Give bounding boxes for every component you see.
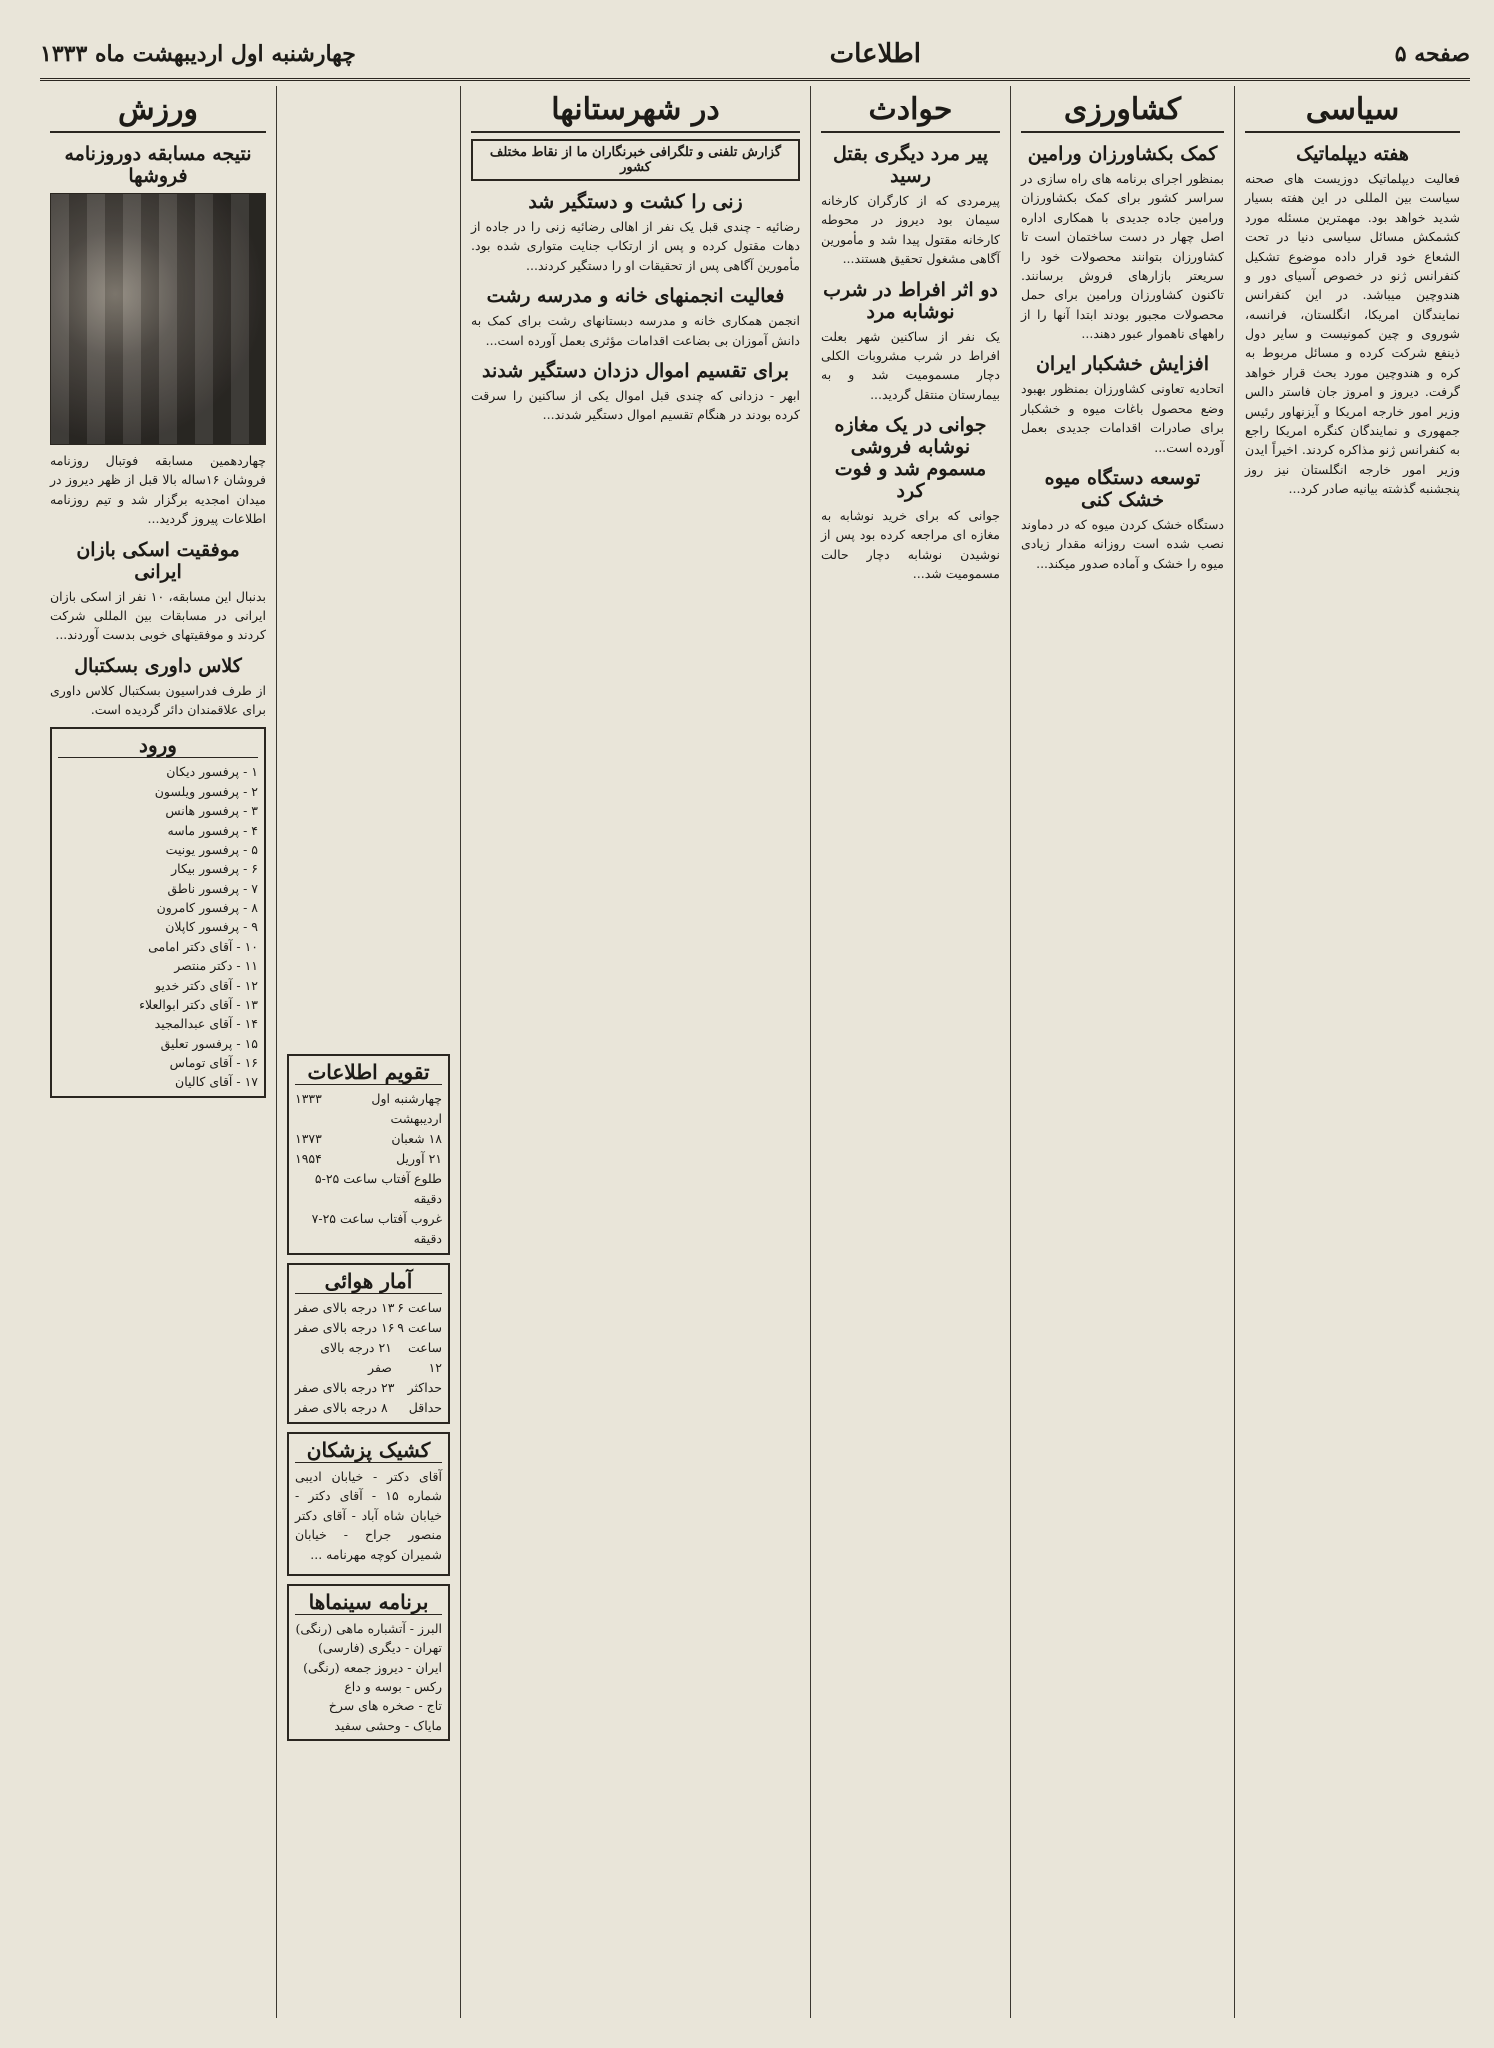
weather-row xyxy=(295,1318,442,1338)
arrival-item: ۲ - پرفسور ویلسون xyxy=(154,783,258,799)
issue-date: چهارشنبه اول اردیبهشت ماه ۱۳۳۳ xyxy=(40,41,356,67)
incidents-column xyxy=(810,86,1010,2018)
calendar-row xyxy=(295,1169,442,1209)
cinema-item: البرز - آتشباره ماهی (رنگی) xyxy=(295,1620,442,1636)
article-headline: فعالیت انجمنهای خانه و مدرسه رشت xyxy=(486,285,785,308)
article-headline: موفقیت اسکی بازان ایرانی xyxy=(76,538,240,583)
agriculture-column xyxy=(1010,86,1234,2018)
article-body: اتحادیه تعاونی کشاورزان بمنظور بهبود وضع محصول باغات میوه و خشکبار برای صادرات اقدامات جدیدی بعمل آورده است... xyxy=(1021,381,1224,455)
article-headline: کلاس داوری بسکتبال xyxy=(74,654,242,677)
article-body: بدنبال این مسابقه، ۱۰ نفر از اسکی بازان ایرانی در مسابقات بین المللی شرکت کردند و موفقیتهای خوبی بدست آوردند... xyxy=(50,588,266,643)
article-body: بمنظور اجرای برنامه های راه سازی در سراسر کشور برای کمک بکشاورزان ورامین جاده جدیدی با همکاری اداره اصل چهار در دست ساختمان است تا کشاورزان بتوانند محصولات خود را سریعتر بازارهای فروش برسانند. تاکنون کشاورزان ورامین برای حمل محصولات مجبور بودند ابتدا آنها را از راههای ناهموار عبور دهند... xyxy=(1021,171,1224,341)
calendar-box xyxy=(287,1054,450,1255)
arrival-item: ۷ - پرفسور ناطق xyxy=(167,880,258,896)
weather-box xyxy=(287,1263,450,1424)
article-headline: پیر مرد دیگری بقتل رسید xyxy=(832,143,989,187)
article-body: جوانی که برای خرید نوشابه به مغازه ای مراجعه کرده بود پس از نوشیدن نوشابه دچار حالت مسمومیت شد... xyxy=(821,508,1000,582)
article-headline: جوانی در یک مغازه نوشابه فروشی مسموم شد و فوت کرد xyxy=(834,414,987,502)
calendar-row xyxy=(295,1129,442,1149)
article-headline: برای تقسیم اموال دزدان دستگیر شدند xyxy=(482,359,789,382)
sports-column xyxy=(40,86,276,2018)
weather-cell: ۲۱ درجه بالای صفر xyxy=(320,1340,392,1375)
weather-cell: ۲۳ درجه بالای صفر xyxy=(295,1380,395,1395)
arrival-item: ۱۰ - آقای دکتر امامی xyxy=(148,938,258,954)
article-headline: هفته دیپلماتیک xyxy=(1296,143,1409,165)
weather-title: آمار هوائی xyxy=(295,1269,442,1294)
arrival-item: ۱۳ - آقای دکتر ابوالعلاء xyxy=(139,996,258,1012)
arrival-item: ۸ - پرفسور کامرون xyxy=(156,900,258,915)
article-headline: کمک بکشاورزان ورامین xyxy=(1027,143,1218,165)
columns xyxy=(40,86,1470,2018)
arrival-item: ۱۲ - آقای دکتر خدیو xyxy=(154,977,258,993)
cinema-list xyxy=(295,1619,442,1735)
article-body: دستگاه خشک کردن میوه که در دماوند نصب شده است روزانه مقدار زیادی میوه را خشک و آماده صدور میکند... xyxy=(1021,516,1224,571)
section-kicker: سیاسی xyxy=(1245,92,1460,133)
article-headline: دو اثر افراط در شرب نوشابه مرد xyxy=(823,278,998,323)
cinema-item: تهران - دیگری (فارسی) xyxy=(317,1640,442,1656)
calendar-cell: طلوع آفتاب ساعت ۲۵-۵ دقیقه xyxy=(314,1171,442,1206)
article-body: رضائیه - چندی قبل یک نفر از اهالی رضائیه زنی را در جاده از دهات مقتول کرده و پس از ارتکاب جنایت متواری شده بود. مأمورین آگاهی پس از تحقیقات او را دستگیر کردند... xyxy=(471,219,800,273)
newspaper-name: اطلاعات xyxy=(829,39,921,69)
pharmacy-title: کشیک پزشکان xyxy=(295,1438,442,1463)
article-body: از طرف فدراسیون بسکتبال کلاس داوری برای علاقمندان دائر گردیده است. xyxy=(50,682,266,717)
weather-cell: ۸ درجه بالای صفر xyxy=(295,1400,388,1415)
masthead xyxy=(40,30,1470,81)
section-kicker: در شهرستانها xyxy=(471,92,800,133)
page-number: صفحه ۵ xyxy=(1394,41,1470,67)
weather-cell: حداکثر xyxy=(407,1380,442,1395)
calendar-cell: ۲۱ آوریل xyxy=(396,1151,442,1166)
cinema-box xyxy=(287,1584,450,1741)
services-column xyxy=(276,86,460,2018)
arrival-item: ۵ - پرفسور یونیت xyxy=(165,841,258,857)
arrival-item: ۳ - پرفسور هانس xyxy=(165,803,258,819)
article-headline: افزایش خشکبار ایران xyxy=(1035,353,1210,376)
calendar-row xyxy=(295,1209,442,1249)
weather-cell: ساعت ۹ xyxy=(397,1320,442,1335)
arrival-item: ۱۷ - آقای کالیان xyxy=(175,1074,258,1090)
pharmacy-box xyxy=(287,1432,450,1576)
article-body: چهاردهمین مسابقه فوتبال روزنامه فروشان ۱۶ساله بالا قبل از ظهر دیروز در میدان امجدیه برگزار شد و تیم روزنامه اطلاعات پیروز گردید... xyxy=(50,453,266,527)
article-headline: زنی را کشت و دستگیر شد xyxy=(528,191,743,213)
politics-column xyxy=(1234,86,1470,2018)
cinema-title: برنامه سینماها xyxy=(295,1590,442,1615)
weather-cell: ۱۳ درجه بالای صفر xyxy=(295,1300,395,1315)
arrivals-box xyxy=(50,727,266,1097)
arrival-item: ۱۴ - آقای عبدالمجید xyxy=(154,1016,258,1032)
calendar-title: تقویم اطلاعات xyxy=(295,1060,442,1085)
section-kicker: حوادث xyxy=(821,92,1000,133)
weather-cell: حداقل xyxy=(408,1400,442,1415)
cinema-item: مایاک - وحشی سفید xyxy=(334,1717,442,1733)
arrival-item: ۱۵ - پرفسور تعلیق xyxy=(160,1035,258,1051)
arrival-item: ۹ - پرفسور کاپلان xyxy=(165,919,258,935)
pharmacy-body: آقای دکتر - خیابان ادیبی شماره ۱۵ - آقای دکتر - خیابان شاه آباد - آقای دکتر منصور جراح - خیابان شمیران کوچه مهرنامه ... xyxy=(295,1469,442,1562)
calendar-cell: غروب آفتاب ساعت ۲۵-۷ دقیقه xyxy=(311,1211,442,1246)
article-body: انجمن همکاری خانه و مدرسه دبستانهای رشت برای کمک به دانش آموزان بی بضاعت اقدامات مؤثری بعمل آورده است... xyxy=(471,313,800,348)
cinema-item: تاج - صخره های سرخ xyxy=(328,1698,442,1714)
weather-cell: ساعت ۶ xyxy=(397,1300,442,1315)
section-kicker: ورزش xyxy=(50,92,266,133)
arrivals-title: ورود xyxy=(58,733,258,758)
calendar-cell: چهارشنبه اول اردیبهشت xyxy=(371,1091,442,1126)
arrival-item: ۱۱ - دکتر منتصر xyxy=(174,958,258,974)
weather-cell: ساعت ۱۲ xyxy=(407,1340,442,1375)
arrivals-list xyxy=(58,762,258,1091)
calendar-cell: ۱۸ شعبان xyxy=(391,1131,442,1146)
weather-row xyxy=(295,1338,442,1378)
calendar-cell: ۱۳۷۳ xyxy=(295,1131,322,1146)
weather-row xyxy=(295,1298,442,1318)
section-subtitle: گزارش تلفنی و تلگرافی خبرنگاران ما از نقاط مختلف کشور xyxy=(471,139,800,181)
article-body: ابهر - دزدانی که چندی قبل اموال یکی از ساکنین را سرقت کرده بودند در هنگام تقسیم اموال دستگیر شدند... xyxy=(471,387,800,423)
calendar-cell: ۱۳۳۳ xyxy=(295,1091,322,1106)
arrival-item: ۱ - پرفسور دیکان xyxy=(166,764,258,780)
arrival-item: ۴ - پرفسور ماسه xyxy=(167,822,258,838)
cities-column xyxy=(460,86,810,2018)
article-body: پیرمردی که از کارگران کارخانه سیمان بود دیروز در محوطه کارخانه مقتول پیدا شد و مأمورین آگاهی مشغول تحقیق هستند... xyxy=(821,193,1000,267)
calendar-row xyxy=(295,1149,442,1169)
article-body: یک نفر از ساکنین شهر بعلت افراط در شرب مشروبات الکلی دچار مسمومیت شد و به بیمارستان منتقل گردید... xyxy=(821,328,1000,402)
arrival-item: ۶ - پرفسور بیکار xyxy=(171,861,258,877)
calendar-row xyxy=(295,1089,442,1129)
section-kicker: کشاورزی xyxy=(1021,92,1224,133)
team-photo xyxy=(50,193,266,445)
arrival-item: ۱۶ - آقای توماس xyxy=(169,1055,258,1070)
cinema-item: ایران - دیروز جمعه (رنگی) xyxy=(303,1659,442,1675)
weather-row xyxy=(295,1378,442,1398)
weather-row xyxy=(295,1398,442,1418)
calendar-cell: ۱۹۵۴ xyxy=(295,1151,322,1166)
article-headline: توسعه دستگاه میوه خشک کنی xyxy=(1044,466,1201,511)
article-headline: نتیجه مسابقه دوروزنامه فروشها xyxy=(64,143,252,187)
weather-cell: ۱۶ درجه بالای صفر xyxy=(295,1320,395,1335)
cinema-item: رکس - بوسه و داع xyxy=(344,1679,442,1694)
article-body: فعالیت دیپلماتیک دوزیست های صحنه سیاست بین المللی در این هفته بسیار شدید خواهد بود. مهمترین مسئله مورد کشمکش مسائل سیاسی دنیا در تحت الشعاع خود قرار داده موضوع تشکیل کنفرانس ژنو در خصوص آسیای دور و هندوچین میباشد. در این کنفرانس نمایندگان امریکا، انگلستان، فرانسه، شوروی و چین کمونیست و سایر دول ذینفع شرکت کرده و مسائل مربوط به کره و هندوچین مورد بحث قرار خواهد گرفت. دیروز و امروز جان فاستر دالس وزیر امور خارجه امریکا و آیزنهاور رئیس جمهوری و نمایندگان کنگره امریکا راجع به کنفرانس ژنو مذاکره کردند. اخیراً ایدن وزیر امور خارجه انگلستان نیز روز پنجشنبه گذشته بیانیه صادر کرد... xyxy=(1245,171,1460,496)
